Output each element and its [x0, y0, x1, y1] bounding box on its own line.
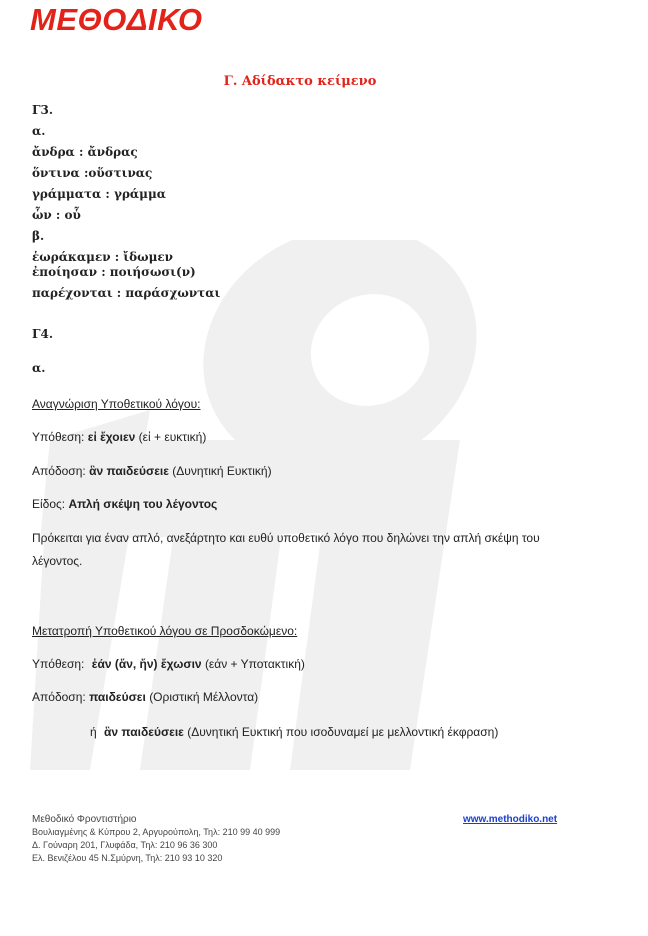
apodosis-line	[32, 464, 272, 478]
conv-apodosis-label: Απόδοση:	[32, 690, 86, 704]
alt-or: ή	[90, 725, 97, 739]
alt-value: ἂν παιδεύσειε	[104, 725, 184, 739]
g3-a-item: ὧν : οὗ	[32, 208, 81, 222]
section-title: Γ. Αδίδακτο κείμενο	[223, 74, 377, 89]
hypothesis-label: Υπόθεση:	[32, 430, 85, 444]
alt-note: (Δυνητική Ευκτική που ισοδυναμεί με μελλοντική έκφραση)	[187, 725, 499, 739]
hypothesis-value: εἰ ἔχοιεν	[87, 430, 136, 444]
explanation-paragraph: Πρόκειται για έναν απλό, ανεξάρτητο και ευθύ υποθετικό λόγο που δηλώνει την απλή σκέψη του λέγοντος.	[32, 531, 540, 568]
apodosis-label: Απόδοση:	[32, 464, 86, 478]
g4-a-label: α.	[32, 361, 46, 375]
footer-address: Ελ. Βενιζέλου 45 Ν.Σμύρνη, Τηλ: 210 93 10 320	[32, 853, 223, 863]
type-line	[32, 497, 217, 511]
type-value: Απλή σκέψη του λέγοντος	[68, 497, 218, 511]
footer	[32, 813, 280, 865]
hypothesis-note: (εἰ + ευκτική)	[138, 430, 207, 444]
conv-apodosis-note: (Οριστική Μέλλοντα)	[149, 690, 259, 704]
type-label: Είδος:	[32, 497, 66, 511]
g4-label: Γ4.	[32, 327, 54, 341]
conv-apodosis-value: παιδεύσει	[89, 690, 146, 704]
conversion-heading: Μετατροπή Υποθετικού λόγου σε Προσδοκώμενο:	[32, 624, 298, 638]
g3-b-item: παρέχονται : παράσχωνται	[32, 286, 221, 300]
g3-label: Γ3.	[32, 103, 54, 117]
conv-hypothesis-value: ἐάν (ἄν, ἤν) ἔχωσιν	[91, 657, 202, 671]
g3-a-item: γράμματα : γράμμα	[32, 187, 166, 201]
footer-title: Μεθοδικό Φροντιστήριο	[32, 814, 137, 825]
footer-address: Βουλιαγμένης & Κύπρου 2, Αργυρούπολη, Τηλ: 210 99 40 999	[32, 827, 281, 837]
alt-apodosis-line	[90, 725, 498, 739]
conv-hypothesis-line	[32, 657, 305, 671]
recognition-heading: Αναγνώριση Υποθετικού λόγου:	[32, 397, 201, 411]
conv-hypothesis-note: (εάν + Υποτακτική)	[204, 657, 305, 671]
g3-b-item: ἐποίησαν : ποιήσωσι(ν)	[32, 265, 196, 279]
conv-hypothesis-label: Υπόθεση:	[32, 657, 85, 671]
methodiko-logo: ΜΕΘΟΔΙΚΟ	[30, 2, 203, 37]
g3-a-item: ἄνδρα : ἄνδρας	[32, 145, 138, 159]
g3-a-item: ὅντινα :οὕστινας	[32, 166, 153, 180]
apodosis-value: ἂν παιδεύσειε	[89, 464, 169, 478]
g3-b-item: ἑωράκαμεν : ἴδωμεν	[32, 250, 173, 264]
g3-b-label: β.	[32, 229, 45, 243]
g3-a-label: α.	[32, 124, 46, 138]
conv-apodosis-line	[32, 690, 258, 704]
website-link[interactable]: www.methodiko.net	[463, 814, 558, 825]
footer-address: Δ. Γούναρη 201, Γλυφάδα, Τηλ: 210 96 36 300	[32, 840, 218, 850]
apodosis-note: (Δυνητική Ευκτική)	[172, 464, 272, 478]
hypothesis-line	[32, 430, 206, 444]
